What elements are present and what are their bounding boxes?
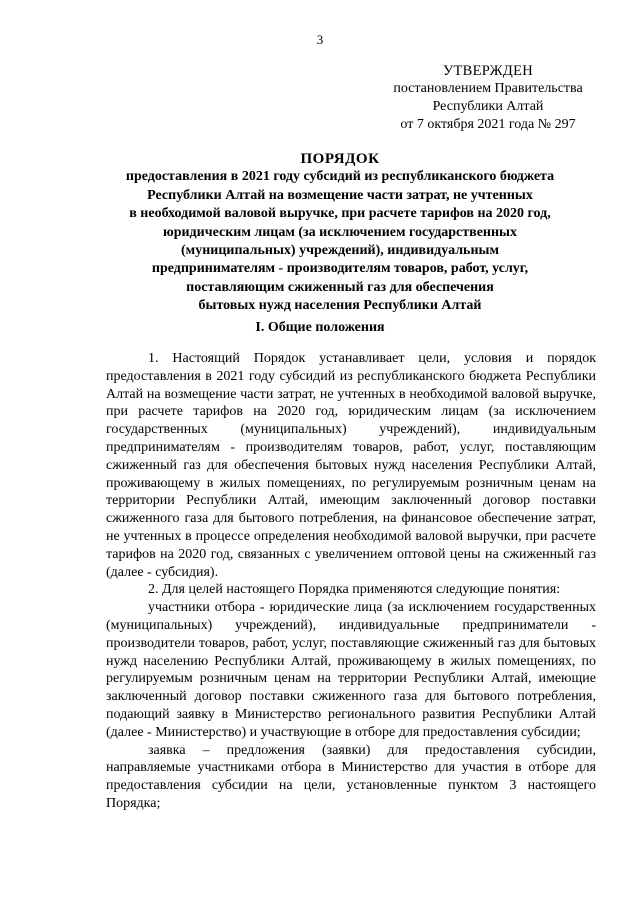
document-title [80, 150, 600, 316]
title-line: поставляющим сжиженный газ для обеспечения [186, 279, 494, 295]
title-line: (муниципальных) учреждений), индивидуальным [181, 243, 499, 259]
title-line: предоставления в 2021 году субсидий из республиканского бюджета [125, 169, 555, 185]
title-heading: ПОРЯДОК [300, 151, 380, 167]
title-line: предпринимателям - производителям товаров, работ, услуг, [151, 261, 529, 277]
paragraph: заявка – предложения (заявки) для предоставления субсидии, направляемые участниками отбора в Министерство для участия в отборе для предоставления субсидии на цели, установленные пунктом 3 настоящего Порядка; [106, 742, 596, 811]
approval-line-1: постановлением Правительства [393, 81, 583, 96]
document-body [106, 350, 596, 813]
paragraph: участники отбора - юридические лица (за исключением государственных (муниципальных) учреждений), индивидуальные предприниматели - производители товаров, работ, услуг, поставляющие сжиженный газ для бытовых нужд населению Республики Алтай, проживающему в жилых помещениях, по регулируемым розничным ценам на территории Республики Алтай, имеющие заключенный договор поставки сжиженного газа для бытового потребления, подающий заявку в Министерство регионального развития Республики Алтай (далее - Министерство) и участвующие в отборе для предоставления субсидии; [106, 600, 596, 740]
approval-line-3: от 7 октября 2021 года № 297 [400, 117, 576, 132]
approval-stamp: УТВЕРЖДЕН [442, 63, 534, 79]
approval-line-2: Республики Алтай [432, 99, 544, 114]
title-line: в необходимой валовой выручке, при расчете тарифов на 2020 год, [129, 206, 551, 222]
approval-block [383, 62, 593, 134]
section-title: I. Общие положения [255, 320, 385, 335]
title-line: Республики Алтай на возмещение части затрат, не учтенных [147, 187, 533, 203]
paragraph: 2. Для целей настоящего Порядка применяются следующие понятия: [148, 582, 561, 598]
title-line: юридическим лицам (за исключением государственных [163, 224, 517, 240]
page-number: 3 [316, 32, 324, 47]
title-line: бытовых нужд населения Республики Алтай [198, 298, 482, 314]
paragraph: 1. Настоящий Порядок устанавливает цели, условия и порядок предоставления в 2021 году субсидий из республиканского бюджета Республики Алтай на возмещение части затрат, не учтенных в необходимой валовой выручке, при расчете тарифов на 2020 год, юридическим лицам (за исключением государственных (муниципальных) учреждений), индивидуальным предпринимателям - производителям товаров, работ, услуг, поставляющим сжиженный газ для обеспечения бытовых нужд населения Республики Алтай, проживающему в жилых помещениях, по регулируемым розничным ценам на территории Республики Алтай, имеющим заключенный договор поставки сжиженного газа для бытового потребления, на финансовое обеспечение затрат, не учтенных в процессе определения необходимой валовой выручки, при расчете тарифов на 2020 год, связанных с увеличением оптовой цены на сжиженный газ (далее - субсидия). [106, 351, 596, 580]
